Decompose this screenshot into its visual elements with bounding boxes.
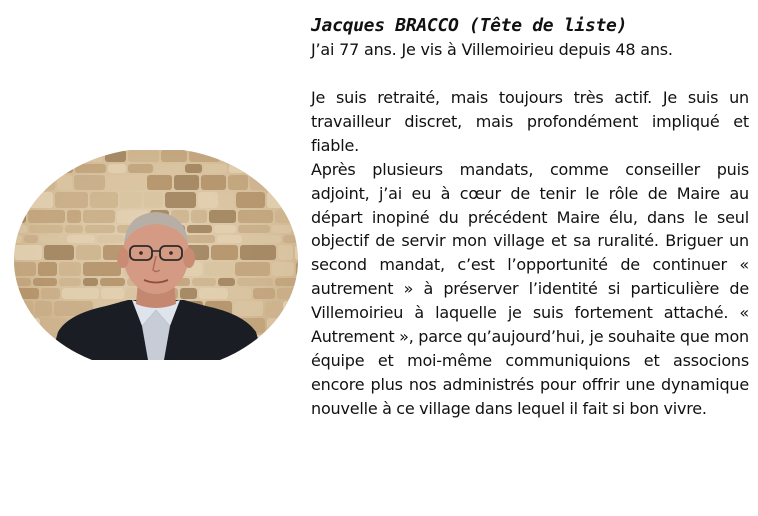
- candidate-name-heading: Jacques BRACCO (Tête de liste): [311, 15, 628, 36]
- wall-stone: [272, 262, 294, 276]
- profile-text: [311, 14, 749, 421]
- wall-stone: [297, 164, 298, 173]
- wall-stone: [62, 288, 99, 299]
- wall-stone: [105, 150, 126, 162]
- wall-stone: [147, 175, 172, 190]
- wall-stone: [187, 225, 212, 233]
- wall-stone: [283, 235, 298, 243]
- wall-stone: [277, 288, 298, 299]
- wall-stone: [165, 192, 196, 208]
- wall-stone: [59, 278, 81, 286]
- wall-stone: [290, 350, 298, 360]
- paragraph-retirement: Je suis retraité, mais toujours très actif. Je suis un travailleur discret, mais profondément impliqué et fiable.: [311, 88, 749, 155]
- wall-stone: [285, 175, 298, 190]
- wall-stone: [65, 225, 83, 233]
- wall-stone: [14, 278, 31, 286]
- wall-stone: [294, 225, 298, 233]
- wall-stone: [14, 164, 47, 173]
- wall-stone: [107, 175, 145, 190]
- wall-stone: [189, 150, 220, 162]
- wall-stone: [24, 235, 38, 243]
- intro-line: J’ai 77 ans. Je vis à Villemoirieu depuis 48 ans.: [311, 40, 673, 59]
- wall-stone: [240, 245, 276, 260]
- wall-stone: [204, 262, 233, 276]
- wall-stone: [97, 235, 124, 243]
- wall-stone: [49, 164, 73, 173]
- wall-stone: [144, 192, 163, 208]
- wall-stone: [55, 192, 88, 208]
- wall-stone: [101, 288, 124, 299]
- wall-stone: [192, 278, 216, 286]
- wall-stone: [296, 262, 298, 276]
- wall-stone: [269, 164, 295, 173]
- wall-stone: [128, 164, 153, 173]
- wall-stone: [74, 175, 105, 190]
- wall-stone: [228, 175, 248, 190]
- wall-stone: [40, 235, 65, 243]
- wall-stone: [214, 225, 236, 233]
- wall-stone: [14, 350, 28, 360]
- wall-stone: [244, 235, 281, 243]
- wall-stone: [191, 210, 207, 223]
- wall-stone: [285, 192, 298, 208]
- portrait-photo: [14, 150, 298, 360]
- wall-stone: [83, 262, 121, 276]
- wall-stone: [76, 245, 101, 260]
- wall-stone: [209, 210, 236, 223]
- wall-stone: [234, 301, 263, 316]
- wall-stone: [267, 192, 283, 208]
- paragraph-mandates: Après plusieurs mandats, comme conseiller puis adjoint, j’ai eu à cœur de tenir le rôle de Maire au départ inopiné du précédent Maire élu, dans le seul objectif de servir mon village et sa ruralité. Briguer un second mandat, c’est l’opportunité de continuer « autrement » à préserver l’identité si particulière de Villemoirieu à laquelle je suis fortement attaché. « Autrement », parce qu’aujourd’hui, je souhaite que mon équipe et moi-même communiquions et associons encore plus nos administrés pour offrir une dynamique nouvelle à ce village dans lequel il fait si bon vivre.: [311, 159, 749, 418]
- wall-stone: [29, 225, 63, 233]
- wall-stone: [198, 192, 218, 208]
- wall-stone: [295, 245, 298, 260]
- wall-stone: [155, 164, 183, 173]
- wall-stone: [236, 192, 265, 208]
- wall-stone: [15, 192, 53, 208]
- wall-stone: [74, 150, 103, 162]
- wall-stone: [38, 262, 57, 276]
- wall-stone: [278, 245, 293, 260]
- wall-stone: [230, 288, 251, 299]
- wall-stone: [272, 150, 298, 162]
- wall-stone: [201, 175, 226, 190]
- wall-stone: [235, 262, 270, 276]
- wall-stone: [30, 175, 55, 190]
- wall-stone: [218, 278, 235, 286]
- wall-stone: [128, 150, 159, 162]
- wall-stone: [185, 164, 202, 173]
- wall-stone: [44, 245, 74, 260]
- wall-stone: [222, 150, 250, 162]
- wall-stone: [204, 164, 227, 173]
- wall-stone: [253, 288, 275, 299]
- wall-stone: [41, 288, 60, 299]
- wall-stone: [56, 150, 72, 162]
- wall-stone: [174, 175, 199, 190]
- wall-stone: [247, 164, 267, 173]
- wall-stone: [14, 150, 27, 162]
- wall-stone: [161, 150, 187, 162]
- wall-stone: [28, 210, 65, 223]
- wall-stone: [108, 164, 126, 173]
- wall-stone: [67, 235, 95, 243]
- wall-stone: [14, 262, 36, 276]
- wall-stone: [283, 301, 298, 316]
- wall-stone: [33, 278, 57, 286]
- wall-stone: [199, 288, 228, 299]
- wall-stone: [267, 318, 293, 333]
- wall-stone: [275, 210, 298, 223]
- wall-stone: [14, 288, 39, 299]
- wall-stone: [14, 335, 35, 348]
- wall-stone: [261, 350, 288, 360]
- wall-stone: [35, 301, 52, 316]
- wall-stone: [83, 278, 98, 286]
- wall-stone: [14, 225, 27, 233]
- wall-stone: [265, 301, 281, 316]
- wall-stone: [120, 192, 142, 208]
- wall-stone: [29, 150, 54, 162]
- wall-stone: [250, 175, 283, 190]
- wall-stone: [14, 235, 22, 243]
- wall-stone: [90, 192, 118, 208]
- wall-stone: [14, 210, 26, 223]
- wall-stone: [180, 288, 197, 299]
- wall-stone: [67, 210, 81, 223]
- portrait-image: [14, 150, 298, 360]
- wall-stone: [275, 278, 298, 286]
- wall-stone: [229, 164, 245, 173]
- wall-stone: [14, 245, 42, 260]
- wall-stone: [30, 350, 60, 360]
- wall-stone: [100, 278, 125, 286]
- wall-stone: [83, 210, 115, 223]
- wall-stone: [220, 192, 234, 208]
- wall-stone: [238, 210, 273, 223]
- wall-stone: [282, 335, 298, 348]
- wall-stone: [237, 278, 273, 286]
- wall-stone: [57, 175, 72, 190]
- wall-stone: [75, 164, 106, 173]
- wall-stone: [217, 235, 242, 243]
- wall-stone: [272, 225, 292, 233]
- wall-stone: [252, 150, 270, 162]
- wall-stone: [59, 262, 81, 276]
- wall-stone: [238, 225, 270, 233]
- wall-stone: [211, 245, 238, 260]
- wall-stone: [14, 175, 28, 190]
- wall-stone: [295, 318, 298, 333]
- wall-stone: [85, 225, 115, 233]
- wall-stone: [15, 318, 40, 333]
- wall-stone: [14, 301, 33, 316]
